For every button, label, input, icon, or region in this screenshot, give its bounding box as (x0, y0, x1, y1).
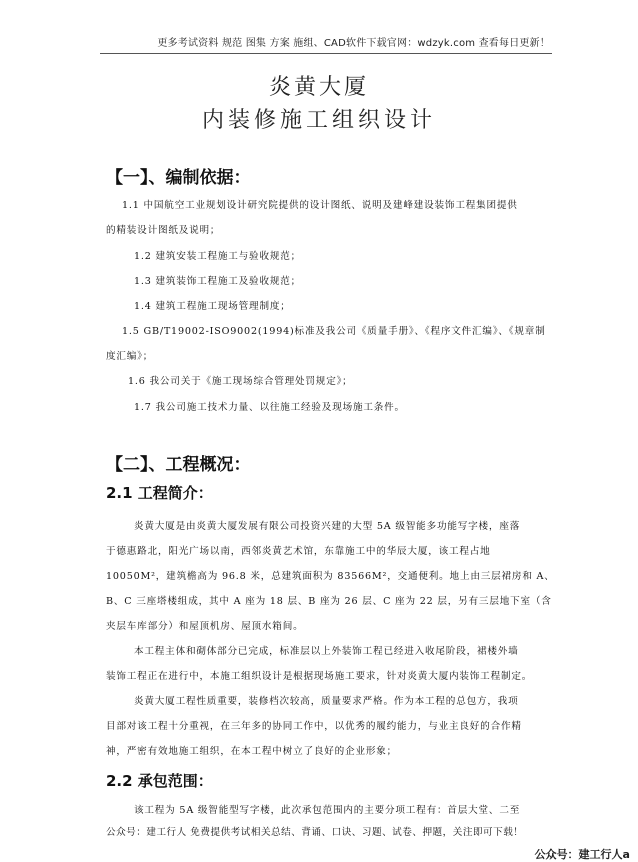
footer-note: 公众号：建工行人 免费提供考试相关总结、背诵、口诀、习题、试卷、押题，关注即可下载！ (106, 827, 524, 838)
overview-line-7: 装饰工程正在进行中，本施工组织设计是根据现场施工要求，针对炎黄大厦内装饰工程制定。 (106, 671, 533, 682)
header-note: 更多考试资料 规范 图集 方案 施组、CAD软件下载官网：wdzyk.com 查看每日更新！ (157, 38, 550, 49)
subsection-2-1-heading: 2.1 工程简介： (106, 484, 213, 502)
basis-item-1-1-cont: 的精装设计图纸及说明； (106, 225, 221, 236)
basis-item-1-6: 1.6 我公司关于《施工现场综合管理处罚规定》； (128, 376, 353, 387)
basis-item-1-4: 1.4 建筑工程施工现场管理制度； (134, 301, 291, 312)
section2-heading: 【二】、工程概况： (106, 455, 251, 475)
subsection-2-2-heading: 2.2 承包范围： (106, 772, 213, 790)
basis-item-1-2: 1.2 建筑安装工程施工与验收规范； (134, 251, 302, 262)
overview-line-10: 神，严密有效地施工组织，在本工程中树立了良好的企业形象； (106, 746, 398, 757)
document-title-line1: 炎黄大厦 (268, 75, 369, 100)
overview-line-2: 于德惠路北，阳光广场以南，西邻炎黄艺术馆，东靠施工中的华辰大厦，该工程占地 (106, 546, 491, 557)
watermark: 公众号：建工行人a (534, 848, 630, 861)
basis-item-1-7: 1.7 我公司施工技术力量、以往施工经验及现场施工条件。 (134, 402, 405, 413)
overview-line-5: 夹层车库部分）和屋顶机房、屋顶水箱间。 (106, 621, 304, 632)
overview-line-3: 10050M²，建筑檐高为 96.8 米，总建筑面积为 83566M²，交通便利。地上由三层裙房和 A、 (106, 571, 555, 582)
header-divider (100, 53, 552, 54)
basis-item-1-5-cont: 度汇编》； (106, 351, 154, 362)
overview-line-8: 炎黄大厦工程性质重要，装修档次较高，质量要求严格。作为本工程的总包方，我项 (134, 696, 519, 707)
overview-line-1: 炎黄大厦是由炎黄大厦发展有限公司投资兴建的大型 5A 级智能多功能写字楼，座落 (134, 521, 521, 532)
section1-heading: 【一】、编制依据： (106, 168, 251, 188)
document-title-line2: 内装修施工组织设计 (201, 108, 436, 133)
basis-item-1-5: 1.5 GB/T19002-ISO9002(1994)标准及我公司《质量手册》、《程序文件汇编》、《规章制 (122, 326, 546, 337)
basis-item-1-3: 1.3 建筑装饰工程施工及验收规范； (134, 276, 302, 287)
basis-item-1-1: 1.1 中国航空工业规划设计研究院提供的设计图纸、说明及建峰建设装饰工程集团提供 (122, 200, 518, 211)
scope-line-1: 该工程为 5A 级智能型写字楼，此次承包范围内的主要分项工程有：首层大堂、二至 (134, 805, 521, 816)
overview-line-6: 本工程主体和砌体部分已完成，标准层以上外装饰工程已经进入收尾阶段，裙楼外墙 (134, 646, 519, 657)
overview-line-4: B、C 三座塔楼组成，其中 A 座为 18 层、B 座为 26 层、C 座为 22 层，另有三层地下室（含 (106, 596, 552, 607)
overview-line-9: 目部对该工程十分重视，在三年多的协同工作中，以优秀的履约能力，与业主良好的合作精 (106, 721, 522, 732)
